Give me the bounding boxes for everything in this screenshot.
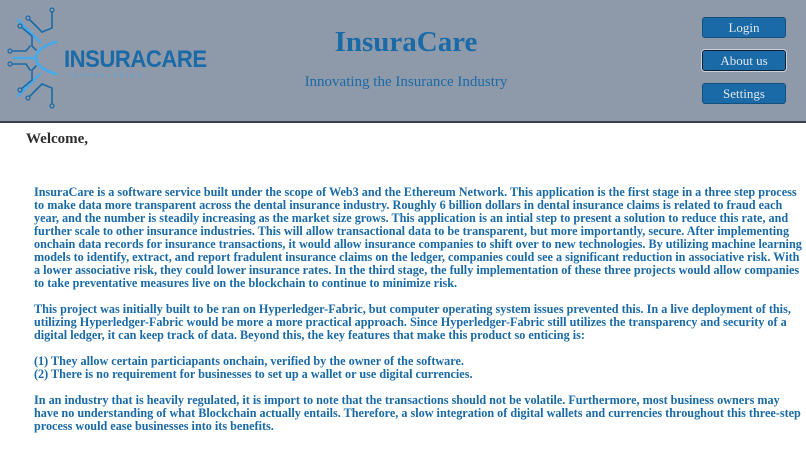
feature-item: (1) They allow certain particiapants onchain, verified by the owner of the software. <box>34 354 464 368</box>
intro-paragraph: InsuraCare is a software service built under the scope of Web3 and the Ethereum Network. This application is the first stage in a three step process to make data more transparent across the dental insurance industry. Roughly 6 billion dollars in dental insurance claims is related to fraud each year, and the number is steadily increasing as the market size grows. This application is an intial step to present a solution to reduce this rate, and further scale to other insurance industries. This will allow transactional data to be transparent, but more importantly, secure. After implementing onchain data records for insurance transactions, it would allow insurance companies to shift over to new technologies. By utilizing machine learning models to identify, extract, and report fradulent insurance claims on the ledger, companies could see a significant reduction in associative risk. With a lower associative risk, they could lower insurance rates. In the third stage, the fully implementation of these three projects would allow companies to take preventative measures live on the blockchain to continue to minimize risk. <box>34 185 802 290</box>
features-list <box>34 355 806 381</box>
header <box>0 0 806 123</box>
settings-button[interactable]: Settings <box>702 83 786 104</box>
logo-tagline: TECHNOLOGIES <box>68 73 144 79</box>
page-subtitle: Innovating the Insurance Industry <box>304 74 508 90</box>
about-content <box>34 186 806 446</box>
about-us-button[interactable]: About us <box>702 50 786 71</box>
login-button[interactable]: Login <box>702 17 786 38</box>
circuit-logo-icon <box>6 6 66 111</box>
regulation-paragraph: In an industry that is heavily regulated, it is import to note that the transactions should not be volatile. Furthermore, most business owners may have no understanding of what Blockchain actually entails. Therefore, a slow integration of digital wallets and currencies throughout this three-step process would ease businesses into its benefits. <box>34 393 801 433</box>
hyperledger-paragraph: This project was initially built to be ran on Hyperledger-Fabric, but computer operating system issues prevented this. In a live deployment of this, utilizing Hyperledger-Fabric would be more a more practical approach. Since Hyperledger-Fabric still utilizes the transparency and security of a digital ledger, it can keep track of data. Beyond this, the key features that make this product so enticing is: <box>34 302 791 342</box>
logo-wordmark: INSURACARE <box>64 46 207 73</box>
page-title: InsuraCare <box>334 26 478 58</box>
welcome-heading: Welcome, <box>26 131 89 147</box>
insuracare-logo[interactable] <box>6 6 207 111</box>
feature-item: (2) There is no requirement for businesses to set up a wallet or use digital currencies. <box>34 367 473 381</box>
